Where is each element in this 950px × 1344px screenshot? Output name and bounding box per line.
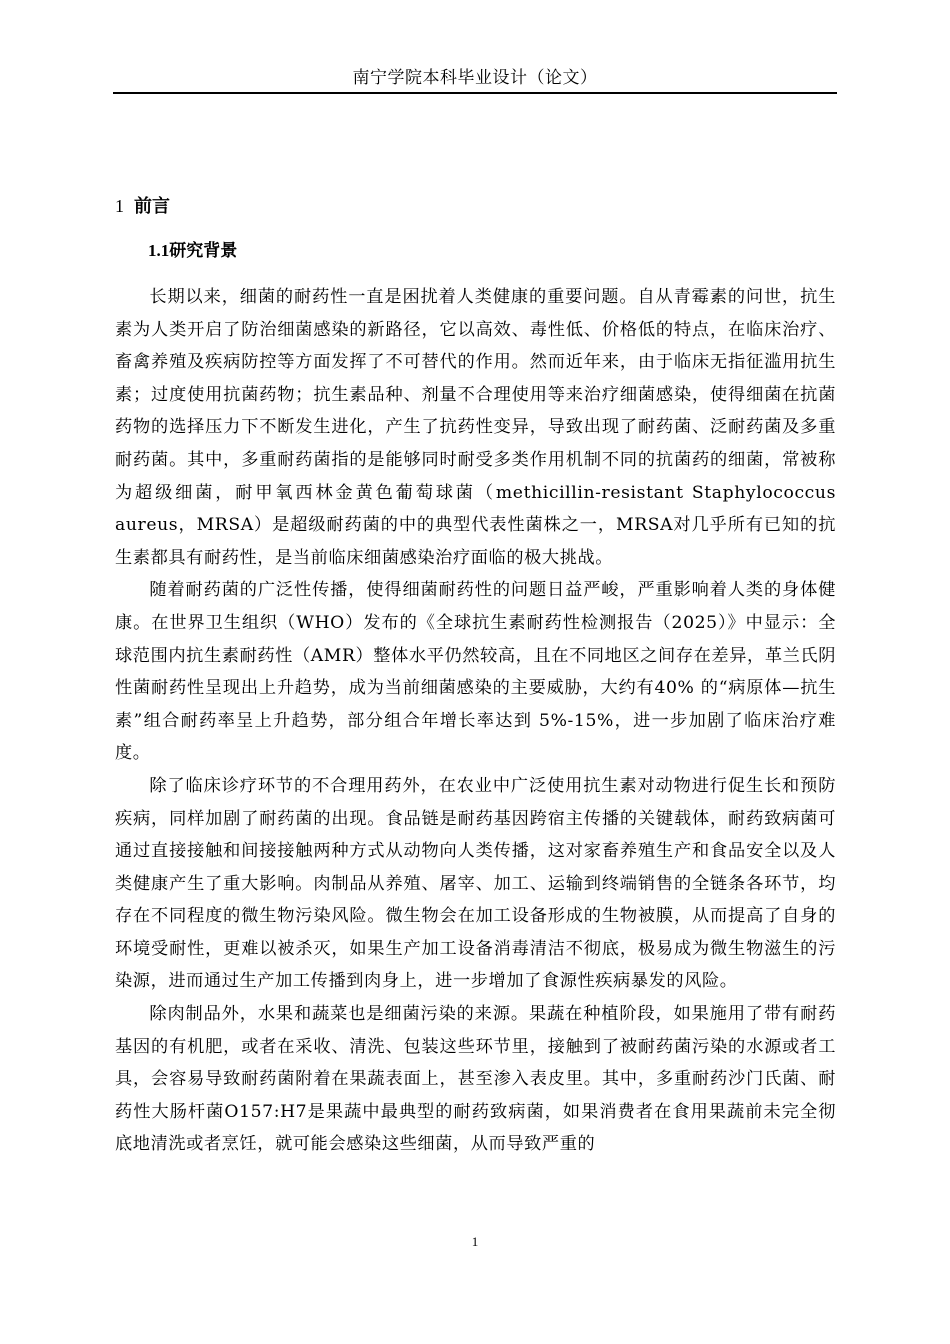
paragraph-3: 除了临床诊疗环节的不合理用药外，在农业中广泛使用抗生素对动物进行促生长和预防疾病，同样加剧了耐药菌的出现。食品链是耐药基因跨宿主传播的关键载体，耐药致病菌可通过直接接触和间接接触两种方式从动物向人类传播，这对家畜养殖生产和食品安全以及人类健康产生了重大影响。肉制品从养殖、屠宰、加工、运输到终端销售的全链条各环节，均存在不同程度的微生物污染风险。微生物会在加工设备形成的生物被膜，从而提高了自身的环境受耐性，更难以被杀灭，如果生产加工设备消毒清洁不彻底，极易成为微生物滋生的污染源，进而通过生产加工传播到肉身上，进一步增加了食源性疾病暴发的风险。 [115, 775, 836, 992]
header-rule [113, 92, 837, 94]
section-title: 前言 [134, 196, 170, 217]
paragraph-4: 除肉制品外，水果和蔬菜也是细菌污染的来源。果蔬在种植阶段，如果施用了带有耐药基因的有机肥，或者在采收、清洗、包装这些环节里，接触到了被耐药菌污染的水源或者工具，会容易导致耐药菌附着在果蔬表面上，甚至渗入表皮里。其中，多重耐药沙门氏菌、耐药性大肠杆菌O157:H7是果蔬中最典型的耐药致病菌，如果消费者在食用果蔬前未完全彻底地清洗或者烹饪，就可能会感染这些细菌，从而导致严重的 [115, 1004, 836, 1155]
paragraph-2: 随着耐药菌的广泛性传播，使得细菌耐药性的问题日益严峻，严重影响着人类的身体健康。在世界卫生组织（WHO）发布的《全球抗生素耐药性检测报告（2025）》中显示：全球范围内抗生素耐药性（AMR）整体水平仍然较高，且在不同地区之间存在差异，革兰氏阴性菌耐药性呈现出上升趋势，成为当前细菌感染的主要威胁，大约有40% 的“病原体—抗生素”组合耐药率呈上升趋势，部分组合年增长率达到 5%-15%，进一步加剧了临床治疗难度。 [115, 580, 836, 764]
paragraph-1: 长期以来，细菌的耐药性一直是困扰着人类健康的重要问题。自从青霉素的问世，抗生素为人类开启了防治细菌感染的新路径，它以高效、毒性低、价格低的特点，在临床治疗、畜禽养殖及疾病防控等方面发挥了不可替代的作用。然而近年来，由于临床无指征滥用抗生素；过度使用抗菌药物；抗生素品种、剂量不合理使用等来治疗细菌感染，使得细菌在抗菌药物的选择压力下不断发生进化，产生了抗药性变异，导致出现了耐药菌、泛耐药菌及多重耐药菌。其中，多重耐药菌指的是能够同时耐受多类作用机制不同的抗菌药的细菌，常被称为超级细菌，耐甲氧西林金黄色葡萄球菌（methicillin-resistant Staphylococcus aureus，MRSA）是超级耐药菌的中的典型代表性菌株之一，MRSA对几乎所有已知的抗生素都具有耐药性，是当前临床细菌感染治疗面临的极大挑战。 [115, 287, 836, 568]
subsection-title: 研究背景 [169, 241, 238, 261]
section-number: 1 [115, 196, 124, 216]
page-number: 1 [471, 1234, 479, 1249]
running-header: 南宁学院本科毕业设计（论文） [352, 68, 598, 88]
body-text [115, 281, 836, 1161]
subsection-number: 1.1 [148, 241, 170, 260]
subsection-heading [148, 239, 237, 263]
section-heading [115, 193, 170, 220]
